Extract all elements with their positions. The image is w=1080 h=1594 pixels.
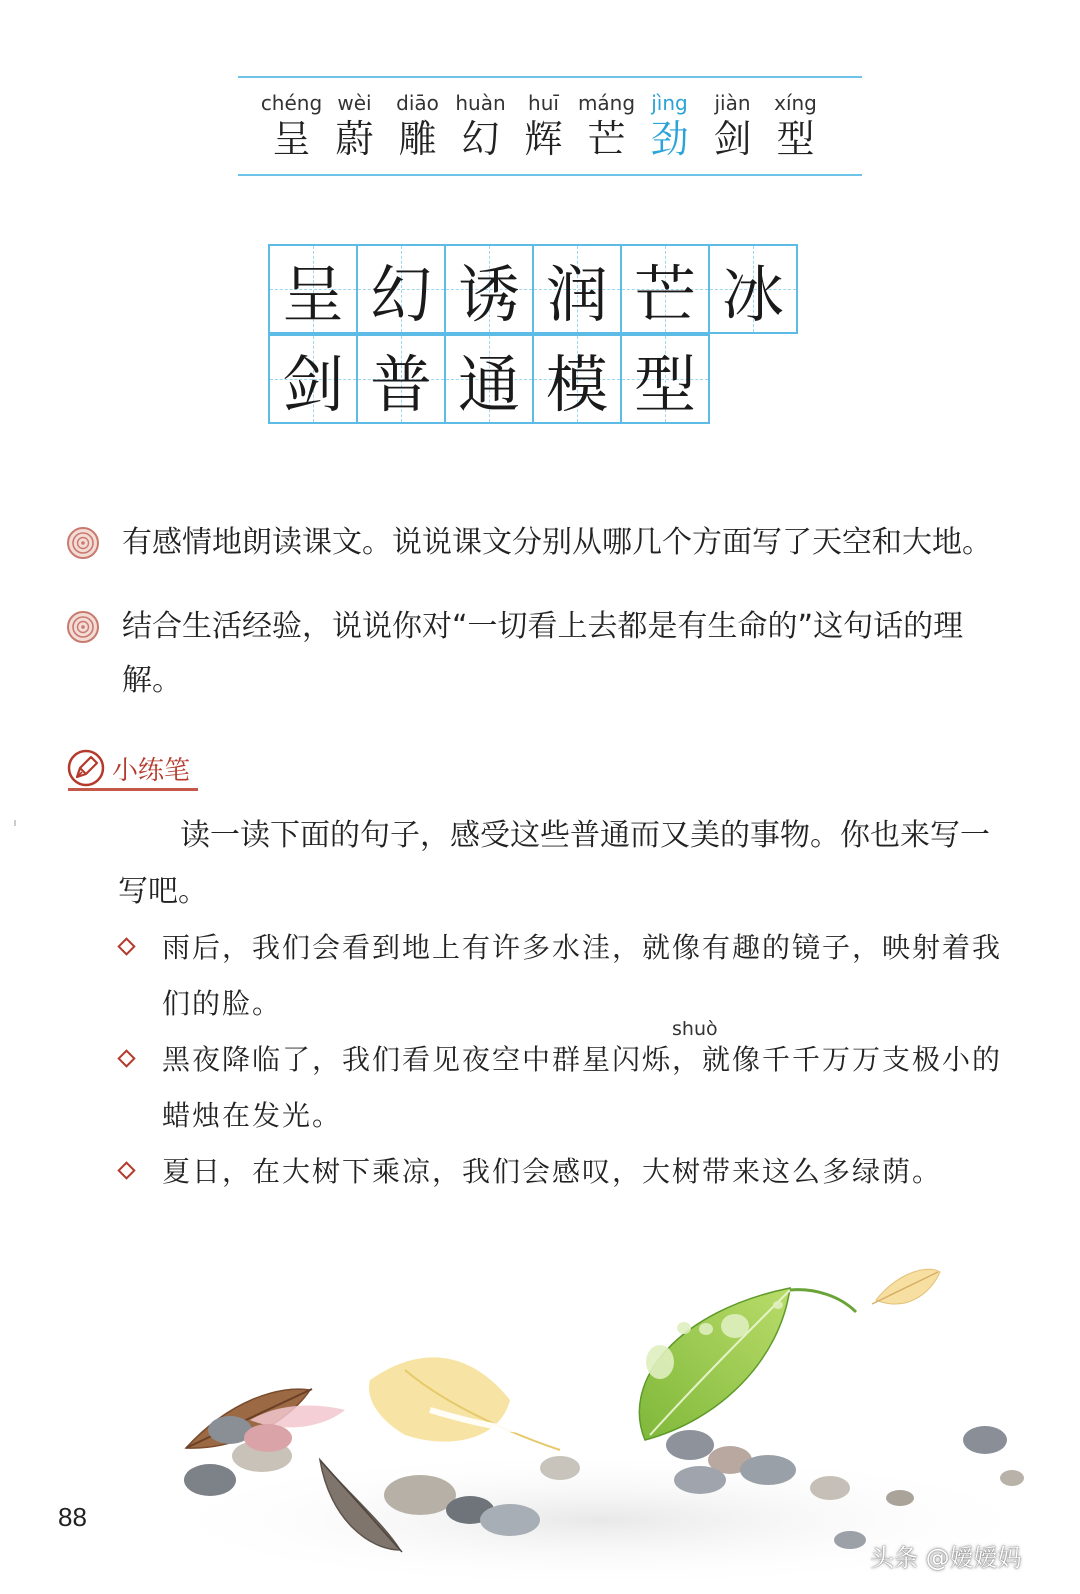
writing-char: 诱 xyxy=(457,257,520,331)
example-text: 黑夜降临了，我们看见夜空中群星闪烁，就像千千万万支极小的蜡烛在发光。 xyxy=(162,1043,1003,1132)
writing-cell xyxy=(268,244,358,334)
diamond-bullet-icon xyxy=(117,1161,135,1179)
writing-cell xyxy=(268,334,358,424)
example-sentence xyxy=(118,1144,1008,1200)
question-text: 有感情地朗读课文。说说课文分别从哪几个方面写了天空和大地。 xyxy=(122,525,992,560)
pinyin-annotation: shuò xyxy=(672,1018,718,1040)
vocab-pinyin: máng xyxy=(577,91,636,115)
writing-cell xyxy=(620,244,710,334)
example-text: 雨后，我们会看到地上有许多水洼，就像有趣的镜子，映射着我们的脸。 xyxy=(162,931,1003,1020)
writing-cell xyxy=(444,334,534,424)
small-feather-icon xyxy=(872,1269,940,1304)
practice-title: 小练笔 xyxy=(112,755,191,786)
vocab-hanzi: 雕 xyxy=(398,117,437,161)
green-leaf-icon xyxy=(639,1288,856,1440)
diamond-bullet-icon xyxy=(117,1049,135,1067)
vocab-hanzi: 幻 xyxy=(461,117,500,161)
vocab-hanzi: 型 xyxy=(776,117,815,161)
watermark: 头条 @嫒嫒妈 xyxy=(870,1544,1022,1572)
writing-grid-row xyxy=(268,244,796,334)
writing-char: 型 xyxy=(633,347,696,421)
writing-cell xyxy=(532,334,622,424)
spiral-bullet-icon xyxy=(66,526,100,560)
vocab-top-rule xyxy=(238,76,862,78)
writing-grid xyxy=(268,244,796,424)
spiral-bullet-icon xyxy=(66,610,100,644)
writing-cell xyxy=(356,334,446,424)
writing-char: 呈 xyxy=(281,257,344,331)
writing-cell xyxy=(620,334,710,424)
vocab-pinyin: jìng xyxy=(651,91,688,115)
vocab-pinyin: huī xyxy=(528,91,559,115)
vocab-hanzi: 劲 xyxy=(650,117,689,161)
page-edge-mark xyxy=(14,820,16,826)
page-number: 88 xyxy=(58,1502,87,1532)
vocab-pinyin: chéng xyxy=(260,91,323,115)
writing-cell xyxy=(532,244,622,334)
yellow-feather-icon xyxy=(369,1357,590,1450)
writing-char: 模 xyxy=(545,347,608,421)
practice-intro: 读一读下面的句子，感受这些普通而又美的事物。你也来写一写吧。 xyxy=(118,818,990,909)
pen-icon xyxy=(66,748,106,788)
diamond-bullet-icon xyxy=(117,937,135,955)
writing-cell xyxy=(444,244,534,334)
writing-char: 普 xyxy=(369,347,432,421)
vocab-pinyin: jiàn xyxy=(714,91,751,115)
vocab-pinyin: diāo xyxy=(396,91,439,115)
vocab-hanzi: 芒 xyxy=(587,117,626,161)
example-sentence xyxy=(118,920,1008,1032)
vocab-item xyxy=(323,90,386,162)
writing-cell xyxy=(356,244,446,334)
practice-title-underline xyxy=(68,788,198,791)
vocab-row xyxy=(260,90,827,162)
vocab-pinyin: wèi xyxy=(337,91,372,115)
vocab-hanzi: 蔚 xyxy=(335,117,374,161)
vocab-item xyxy=(575,90,638,162)
vocab-item xyxy=(386,90,449,162)
example-text: 夏日，在大树下乘凉，我们会感叹，大树带来这么多绿荫。 xyxy=(162,1155,943,1188)
example-sentence xyxy=(118,1032,1008,1144)
writing-char: 通 xyxy=(457,347,520,421)
vocab-hanzi: 辉 xyxy=(524,117,563,161)
vocab-item-highlighted xyxy=(638,90,701,162)
writing-char: 幻 xyxy=(369,257,432,331)
vocab-band xyxy=(238,76,862,176)
question-1 xyxy=(66,516,1016,570)
practice-heading xyxy=(66,748,190,788)
vocab-item xyxy=(260,90,323,162)
vocab-item xyxy=(701,90,764,162)
vocab-hanzi: 呈 xyxy=(272,117,311,161)
writing-cell xyxy=(708,244,798,334)
question-text: 结合生活经验，说说你对“一切看上去都是有生命的”这句话的理解。 xyxy=(122,609,964,698)
vocab-item xyxy=(512,90,575,162)
writing-char: 润 xyxy=(545,257,608,331)
writing-char: 芒 xyxy=(633,257,696,331)
vocab-item xyxy=(449,90,512,162)
vocab-bottom-rule xyxy=(238,174,862,176)
writing-grid-row xyxy=(268,334,796,424)
vocab-item xyxy=(764,90,827,162)
writing-char: 冰 xyxy=(721,257,784,331)
vocab-hanzi: 剑 xyxy=(713,117,752,161)
vocab-pinyin: xíng xyxy=(774,91,817,115)
writing-char: 剑 xyxy=(281,347,344,421)
vocab-pinyin: huàn xyxy=(455,91,506,115)
question-2 xyxy=(66,600,1016,708)
